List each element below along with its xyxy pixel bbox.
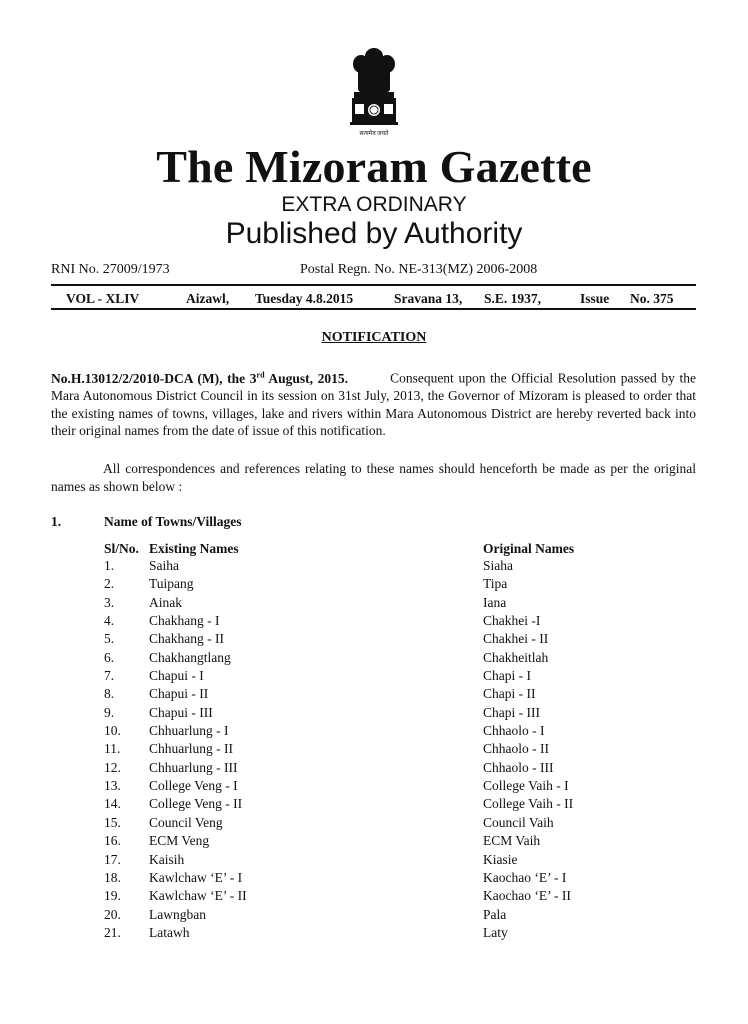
postal-registration: Postal Regn. No. NE-313(MZ) 2006-2008 [300,262,538,277]
existing-name: Latawh [149,924,190,940]
table-row [0,925,748,943]
existing-name: Chhuarlung - III [149,759,238,775]
names-table [0,558,748,943]
existing-name: Kaisih [149,851,185,867]
sl-number: 12. [104,759,121,775]
existing-name: Lawngban [149,906,206,922]
original-name: Kiasie [483,851,518,867]
sl-number: 20. [104,906,121,922]
section-number: 1. [51,514,62,529]
section-title: Name of Towns/Villages [104,514,242,529]
table-row [0,650,748,668]
original-name: Chhaolo - II [483,741,549,757]
sl-number: 5. [104,631,115,647]
table-row [0,576,748,594]
sl-number: 19. [104,888,121,904]
table-row [0,815,748,833]
existing-name: ECM Veng [149,833,210,849]
sl-number: 17. [104,851,121,867]
existing-name: Chapui - III [149,704,213,720]
original-name: Chakheitlah [483,649,549,665]
original-name: Kaochao ‘E’ - I [483,869,567,885]
table-row [0,613,748,631]
sl-number: 15. [104,814,121,830]
original-name: Chhaolo - I [483,723,545,739]
sl-number: 13. [104,778,121,794]
existing-name: Chapui - II [149,686,209,702]
header-sl-no: Sl/No. [104,541,139,556]
original-name: Pala [483,906,507,922]
sl-number: 4. [104,613,115,629]
issue-label: Issue [580,291,610,306]
original-name: Chhaolo - III [483,759,554,775]
original-name: Tipa [483,576,508,592]
sl-number: 10. [104,723,121,739]
table-row [0,686,748,704]
notification-heading: NOTIFICATION [321,330,427,345]
sl-number: 7. [104,668,115,684]
place: Aizawl, [186,291,230,306]
existing-name: Council Veng [149,814,223,830]
header-existing-names: Existing Names [149,541,239,556]
sl-number: 6. [104,649,115,665]
gazette-title: The Mizoram Gazette [156,141,592,192]
original-name: College Vaih - II [483,796,574,812]
sl-number: 14. [104,796,121,812]
sl-number: 11. [104,741,121,757]
issue-number: No. 375 [630,291,674,306]
existing-name: Tuipang [149,576,194,592]
table-row [0,870,748,888]
table-row [0,668,748,686]
table-row [0,705,748,723]
existing-name: Saiha [149,558,179,573]
table-row [0,852,748,870]
original-name: Iana [483,594,507,610]
table-row [0,796,748,814]
original-name: Chakhei - II [483,631,549,647]
table-row [0,888,748,906]
table-row [0,723,748,741]
published-by-authority: Published by Authority [225,217,523,250]
table-row [0,778,748,796]
sl-number: 9. [104,704,115,720]
saka-month: Sravana 13, [394,291,463,306]
original-name: Council Vaih [483,814,554,830]
table-row [0,595,748,613]
existing-name: Chhuarlung - II [149,741,233,757]
sl-number: 2. [104,576,115,592]
existing-name: Chakhangtlang [149,649,231,665]
existing-name: Ainak [149,594,182,610]
original-name: Siaha [483,558,513,573]
original-name: Chapi - III [483,704,540,720]
extra-ordinary-label: EXTRA ORDINARY [281,193,467,216]
existing-name: Chakhang - II [149,631,224,647]
table-row [0,760,748,778]
table-row [0,833,748,851]
existing-name: College Veng - II [149,796,243,812]
sl-number: 1. [104,558,115,573]
existing-name: Chakhang - I [149,613,220,629]
paragraph-1-text: Consequent upon the Official Resolution passed by the Mara Autonomous District Council in its session on 31st July, 2013, the Governor of Mizoram is pleased to order that the existing names of towns, villages, lake and rivers within Mara Autonomous District are hereby reverted back into their original names from the date of issue of this notification. [51,370,696,438]
volume: VOL - XLIV [66,291,140,306]
original-name: ECM Vaih [483,833,541,849]
original-name: Laty [483,924,508,940]
original-name: College Vaih - I [483,778,569,794]
table-row [0,907,748,925]
emblem-motto: सत्यमेव जयते [359,131,389,137]
paragraph-2: All correspondences and references relating to these names should henceforth be made as per the original names as shown below : [51,461,696,494]
original-name: Chapi - II [483,686,536,702]
paragraph-1 [51,366,696,440]
existing-name: Kawlchaw ‘E’ - I [149,869,243,885]
existing-name: College Veng - I [149,778,238,794]
existing-name: Chhuarlung - I [149,723,229,739]
sl-number: 16. [104,833,121,849]
original-name: Chakhei -I [483,613,541,629]
issue-date: Tuesday 4.8.2015 [255,291,354,306]
national-emblem-icon [340,42,408,142]
sl-number: 18. [104,869,121,885]
table-row [0,558,748,576]
sl-number: 3. [104,594,115,610]
original-name: Chapi - I [483,668,531,684]
existing-name: Kawlchaw ‘E’ - II [149,888,247,904]
notification-reference: No.H.13012/2/2010-DCA (M), the 3rd August, 2015. [51,370,349,386]
rni-number: RNI No. 27009/1973 [51,262,170,277]
header-original-names: Original Names [483,541,575,556]
sl-number: 21. [104,924,121,940]
saka-year: S.E. 1937, [484,291,542,306]
sl-number: 8. [104,686,115,702]
top-divider [51,284,696,286]
table-row [0,631,748,649]
bottom-divider [51,308,696,310]
existing-name: Chapui - I [149,668,204,684]
original-name: Kaochao ‘E’ - II [483,888,571,904]
table-row [0,741,748,759]
